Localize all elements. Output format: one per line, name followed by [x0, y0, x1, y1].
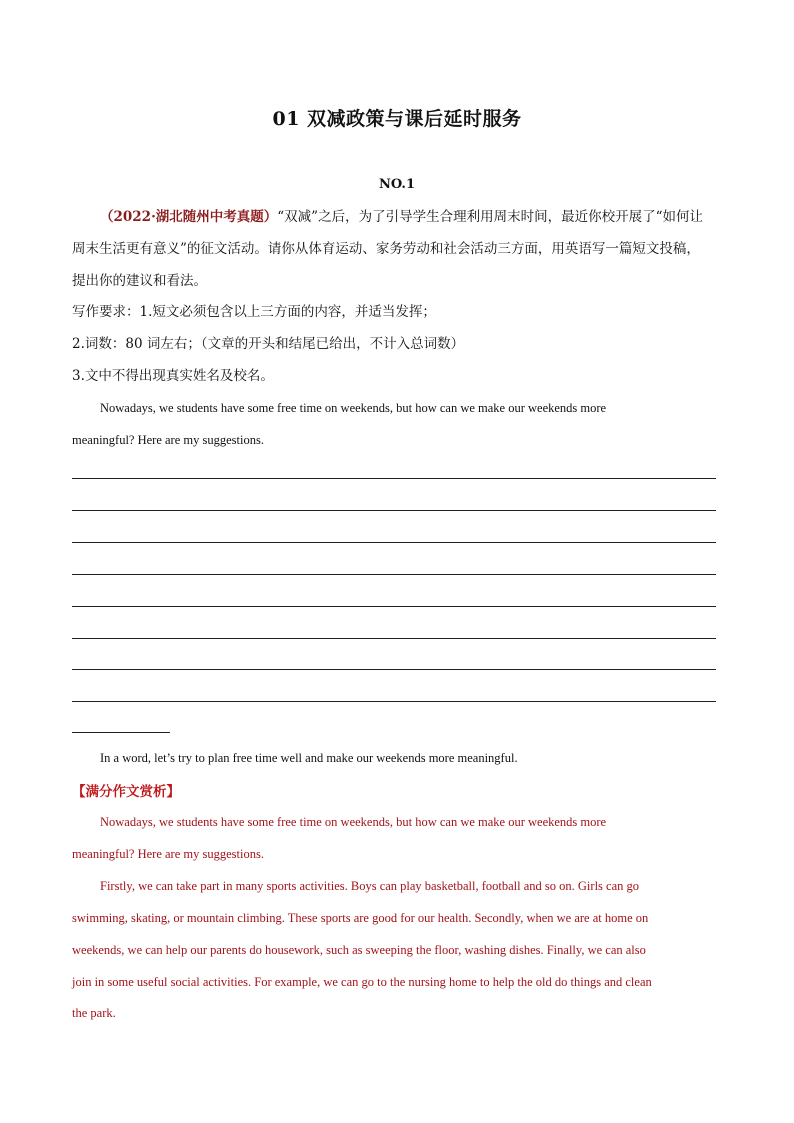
prompt-line-1 [72, 207, 732, 227]
opening-line-1: Nowadays, we students have some free time on weekends, but how can we make our weekends more [100, 401, 607, 415]
model-p2-line-3: weekends, we can help our parents do housework, such as sweeping the floor, washing dishes. Finally, we can also [72, 943, 646, 957]
answer-line [72, 574, 716, 575]
requirement-3: 3.文中不得出现真实姓名及校名。 [72, 368, 274, 384]
prompt-source: （2022·湖北随州中考真题） [100, 209, 278, 225]
model-essay-heading: 【满分作文赏析】 [72, 784, 180, 800]
answer-line [72, 701, 716, 702]
model-p2-line-5: the park. [72, 1006, 116, 1020]
model-p2-line-4: join in some useful social activities. For example, we can go to the nursing home to help the old do things and clean [72, 975, 652, 989]
page-title: 01 双减政策与课后延时服务 [272, 108, 522, 130]
answer-line [72, 478, 716, 479]
question-number: NO.1 [378, 177, 416, 192]
prompt-line-2: 周末生活更有意义”的征文活动。请你从体育运动、家务劳动和社会活动三方面，用英语写一篇短文投稿， [72, 241, 700, 257]
requirement-2: 2.词数：80 词左右；（文章的开头和结尾已给出，不计入总词数） [72, 336, 465, 352]
answer-line-short [72, 732, 170, 733]
model-p2-line-2: swimming, skating, or mountain climbing. These sports are good for our health. Secondly, when we are at home on [72, 911, 649, 925]
requirement-1: 写作要求：1.短文必须包含以上三方面的内容，并适当发挥； [72, 304, 436, 320]
answer-line [72, 669, 716, 670]
closing-line: In a word, let’s try to plan free time well and make our weekends more meaningful. [100, 751, 518, 765]
model-p1-line-2: meaningful? Here are my suggestions. [72, 847, 264, 861]
model-p1-line-1: Nowadays, we students have some free time on weekends, but how can we make our weekends more [100, 815, 607, 829]
answer-line [72, 638, 716, 639]
model-p2-line-1: Firstly, we can take part in many sports activities. Boys can play basketball, football and so on. Girls can go [100, 879, 640, 893]
answer-line [72, 606, 716, 607]
prompt-line-3: 提出你的建议和看法。 [72, 273, 207, 289]
prompt-text-1: “双减”之后，为了引导学生合理利用周末时间，最近你校开展了“如何让 [277, 209, 703, 225]
opening-line-2: meaningful? Here are my suggestions. [72, 433, 264, 447]
answer-line [72, 542, 716, 543]
answer-line [72, 510, 716, 511]
